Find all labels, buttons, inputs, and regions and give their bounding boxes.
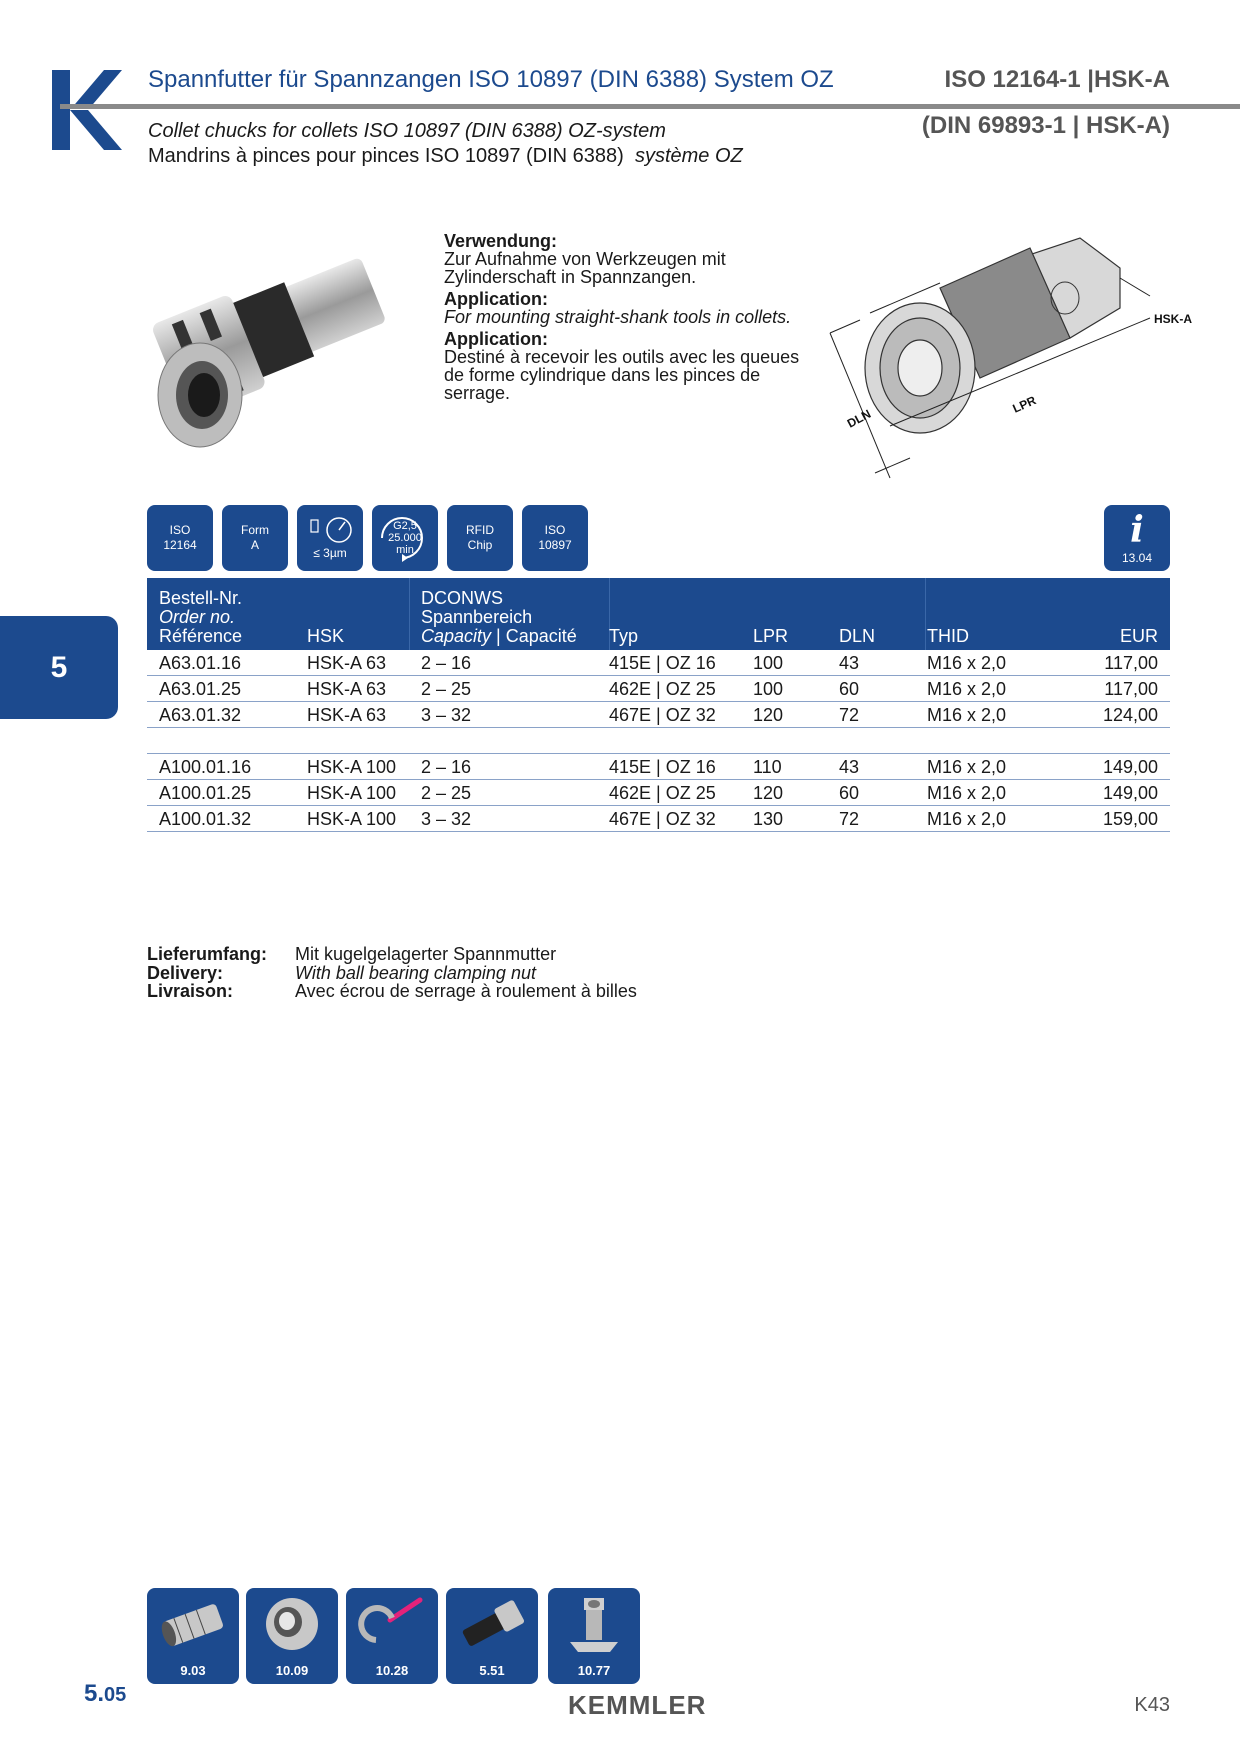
header-rule	[60, 104, 1240, 109]
table-row	[147, 702, 1170, 728]
usage-en-text: For mounting straight-shank tools in collets.	[444, 307, 792, 327]
cell-eur: 117,00	[1104, 653, 1158, 673]
chapter-tab[interactable]: 5	[0, 616, 118, 719]
header-dconws: DCONWS	[421, 588, 503, 608]
cell-order: A100.01.32	[159, 809, 252, 829]
usage-de-heading: Verwendung:	[444, 231, 558, 251]
cell-thid: M16 x 2,0	[927, 653, 1007, 673]
cell-dln: 43	[839, 757, 860, 777]
cell-eur: 159,00	[1102, 809, 1158, 829]
cell-eur: 117,00	[1104, 679, 1158, 699]
cell-dln: 72	[839, 705, 860, 725]
extension-icon	[454, 1594, 530, 1654]
cell-typ: 462E | OZ 25	[609, 679, 716, 699]
cell-lpr: 110	[753, 757, 782, 777]
header-hsk: HSK	[307, 626, 345, 646]
header-order-de: Bestell-Nr.	[159, 588, 243, 608]
table-row	[147, 780, 1170, 806]
cell-hsk: HSK-A 63	[307, 679, 387, 699]
dial-gauge-icon	[305, 516, 355, 546]
cell-dln: 43	[839, 653, 860, 673]
accessory-assembly-stand[interactable]: 10.77	[548, 1588, 640, 1684]
cell-order: A63.01.16	[159, 653, 242, 673]
accessory-hook-wrench[interactable]: 10.28	[346, 1588, 438, 1684]
header-dln: DLN	[839, 626, 876, 646]
cell-lpr: 100	[753, 679, 784, 699]
header-order-en: Order no.	[159, 607, 236, 627]
table-row	[147, 754, 1170, 780]
cell-typ: 462E | OZ 25	[609, 783, 716, 803]
page-reference: K43	[1134, 1694, 1170, 1716]
cell-thid: M16 x 2,0	[927, 809, 1007, 829]
cell-order: A63.01.25	[159, 679, 242, 699]
cell-thid: M16 x 2,0	[927, 679, 1007, 699]
cell-dln: 60	[839, 783, 860, 803]
cell-hsk: HSK-A 100	[307, 757, 397, 777]
cell-range: 3 – 32	[421, 705, 472, 725]
cell-lpr: 120	[753, 705, 784, 725]
delivery-label-fr: Livraison:	[147, 981, 234, 1001]
cell-range: 3 – 32	[421, 809, 472, 829]
feature-icons	[147, 505, 588, 571]
rfid-tile: RFID Chip	[447, 505, 513, 571]
cell-lpr: 120	[753, 783, 784, 803]
delivery-text-de: Mit kugelgelagerter Spannmutter	[295, 944, 557, 964]
accessory-collet[interactable]: 9.03	[147, 1588, 239, 1684]
cell-lpr: 130	[753, 809, 784, 829]
cell-eur: 149,00	[1102, 783, 1158, 803]
delivery-label-de: Lieferumfang:	[147, 944, 268, 964]
balance-tile: G2,5 25.000 min	[372, 505, 438, 571]
header-lpr: LPR	[753, 626, 789, 646]
header-range-en-fr: Capacity | Capacité	[421, 626, 577, 646]
usage-fr-heading: Application:	[444, 329, 548, 349]
cell-eur: 124,00	[1102, 705, 1158, 725]
assembly-stand-icon	[556, 1594, 632, 1654]
usage-de-text: Zur Aufnahme von Werkzeugen mit Zylinderschaft in Spannzangen.	[444, 249, 726, 287]
drawing-label-dln: DLN	[844, 406, 874, 431]
cell-order: A100.01.16	[159, 757, 252, 777]
delivery-text-fr: Avec écrou de serrage à roulement à billes	[295, 981, 637, 1001]
delivery-text-en: With ball bearing clamping nut	[295, 962, 536, 983]
runout-tile: ≤ 3µm	[297, 505, 363, 571]
technical-drawing	[820, 228, 1192, 478]
form-a-tile: Form A	[222, 505, 288, 571]
group-separator	[147, 728, 1170, 754]
delivery-label-en: Delivery:	[147, 962, 224, 983]
standard-din-label: (DIN 69893-1 | HSK-A)	[921, 112, 1170, 139]
drawing-label-hsk: HSK-A	[1154, 312, 1192, 326]
info-ref: 13.04	[1121, 551, 1153, 565]
table-header	[147, 578, 1170, 650]
cell-dln: 72	[839, 809, 860, 829]
cell-thid: M16 x 2,0	[927, 783, 1007, 803]
brand-name: KEMMLER	[568, 1690, 707, 1720]
header-thid: THID	[927, 626, 969, 646]
page-title: Spannfutter für Spannzangen ISO 10897 (DIN 6388) System OZ	[148, 66, 834, 93]
cell-range: 2 – 16	[421, 757, 472, 777]
table-row	[147, 676, 1170, 702]
hook-wrench-icon	[354, 1594, 430, 1654]
page-number: 5.05	[84, 1680, 127, 1707]
cell-thid: M16 x 2,0	[927, 705, 1007, 725]
cell-order: A63.01.32	[159, 705, 242, 725]
cell-thid: M16 x 2,0	[927, 757, 1007, 777]
collet-icon	[155, 1594, 231, 1654]
cell-order: A100.01.25	[159, 783, 252, 803]
accessory-clamping-nut[interactable]: 10.09	[246, 1588, 338, 1684]
product-photo	[150, 230, 430, 470]
info-tile[interactable]	[1104, 505, 1170, 571]
cell-range: 2 – 25	[421, 783, 472, 803]
header-order-fr: Référence	[159, 626, 243, 646]
cell-eur: 149,00	[1102, 757, 1158, 777]
clamping-nut-icon	[254, 1594, 330, 1654]
cell-hsk: HSK-A 100	[307, 783, 397, 803]
header-eur: EUR	[1119, 626, 1158, 646]
cell-hsk: HSK-A 63	[307, 653, 387, 673]
drawing-label-lpr: LPR	[1010, 393, 1039, 416]
cell-typ: 467E | OZ 32	[609, 809, 716, 829]
usage-fr-text: Destiné à recevoir les outils avec les queues de forme cylindrique dans les pinces de serrage.	[444, 347, 800, 403]
kemmler-logo	[52, 70, 122, 150]
cell-range: 2 – 25	[421, 679, 472, 699]
accessory-extension[interactable]: 5.51	[446, 1588, 538, 1684]
cell-range: 2 – 16	[421, 653, 472, 673]
table-row	[147, 806, 1170, 832]
title-french: Mandrins à pinces pour pinces ISO 10897 (DIN 6388) système OZ	[148, 145, 743, 167]
usage-text	[444, 232, 804, 406]
standard-label: ISO 12164-1 |HSK-A	[944, 66, 1170, 93]
cell-hsk: HSK-A 100	[307, 809, 397, 829]
balance-ring-icon	[372, 508, 432, 568]
info-icon: i	[1130, 509, 1144, 551]
cell-dln: 60	[839, 679, 860, 699]
table-row	[147, 650, 1170, 676]
header-typ: Typ	[609, 626, 639, 646]
iso-12164-tile: ISO 12164	[147, 505, 213, 571]
header-range-de: Spannbereich	[421, 607, 533, 627]
iso-10897-tile: ISO 10897	[522, 505, 588, 571]
cell-hsk: HSK-A 63	[307, 705, 387, 725]
title-english: Collet chucks for collets ISO 10897 (DIN 6388) OZ-system	[148, 120, 666, 142]
cell-typ: 467E | OZ 32	[609, 705, 716, 725]
cell-typ: 415E | OZ 16	[609, 757, 716, 777]
cell-typ: 415E | OZ 16	[609, 653, 716, 673]
cell-lpr: 100	[753, 653, 784, 673]
usage-en-heading: Application:	[444, 289, 548, 309]
product-table	[147, 578, 1170, 832]
